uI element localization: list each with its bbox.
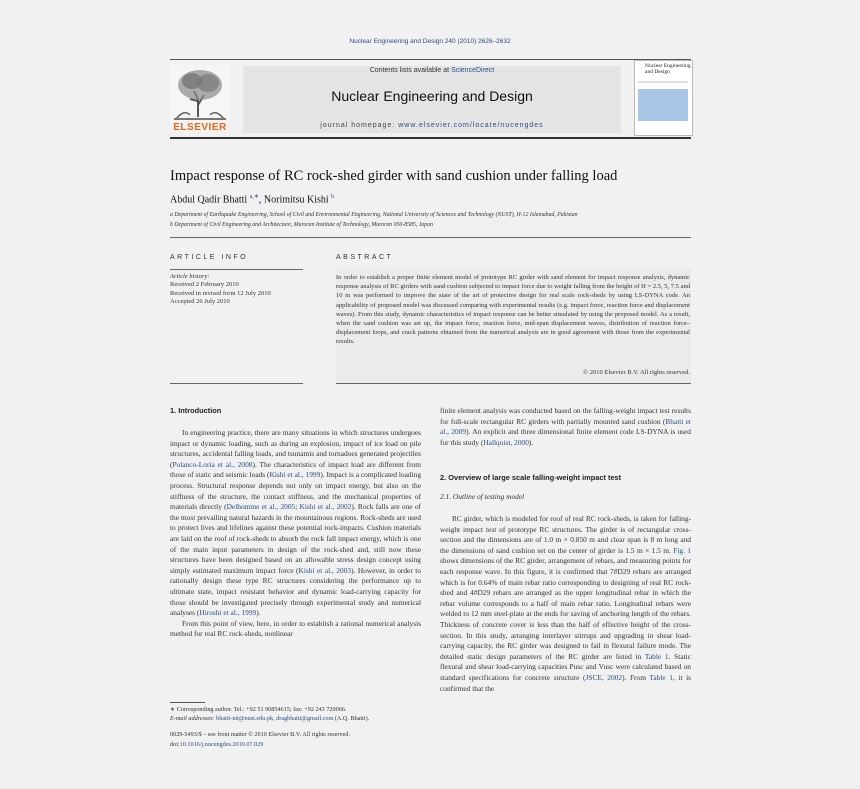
- section-2-1-heading: 2.1. Outline of testing model: [440, 492, 525, 501]
- contents-line: [243, 67, 621, 74]
- citation-link[interactable]: Hiroshi et al., 1999: [199, 608, 257, 618]
- author-1[interactable]: Abdul Qadir Bhatti: [170, 194, 248, 206]
- header-divider: [170, 237, 691, 238]
- received-date: Received 2 February 2010: [170, 281, 239, 289]
- article-info-rule: [170, 269, 303, 270]
- author-2[interactable]: Norimitsu Kishi: [263, 194, 329, 206]
- top-rule: [170, 59, 691, 60]
- author-separator: ,: [258, 194, 264, 206]
- right-column: [440, 406, 691, 448]
- corresponding-author-note: ∗ Corresponding author. Tel.: +92 51 90854615; fax: +92 243 720066.: [170, 706, 347, 713]
- contents-prefix: Contents lists available at: [369, 67, 452, 74]
- intro-continued-paragraph: finite element analysis was conducted based on the falling-weight impact test results for full-scale rectangular RC girders with partially mounted sand cushion (Bhatti et al., 2009). An explicit and three dimensional finite element code LS-DYNA is used for this study (Hallquist, 2000).: [440, 406, 691, 447]
- email-note: [170, 715, 369, 722]
- citation-link[interactable]: Delhomme et al., 2005; Kishi et al., 2002: [226, 502, 352, 512]
- cover-stripe: [638, 81, 688, 83]
- email-label: E-mail addresses:: [170, 715, 217, 722]
- issn-line: 0029-5493/$ – see front matter © 2010 Elsevier B.V. All rights reserved.: [170, 731, 350, 738]
- author-list: [170, 193, 334, 205]
- citation-link[interactable]: Kishi et al., 1999: [269, 470, 321, 480]
- doi-prefix: doi:: [170, 741, 180, 748]
- journal-title: Nuclear Engineering and Design: [331, 88, 533, 104]
- citation-link[interactable]: Bhatti et al., 2009: [440, 416, 691, 437]
- email-suffix: (A.Q. Bhatti).: [333, 715, 370, 722]
- affiliation-b: b Department of Civil Engineering and Architecture, Muroran Institute of Technology, Muroran 050-8585, Japan: [170, 222, 433, 228]
- revised-date: Received in revised form 12 July 2010: [170, 289, 271, 297]
- doi-line: [170, 741, 263, 748]
- outline-paragraph: RC girder, which is modeled for roof of real RC rock-sheds, is taken for falling-weight impact test of prototype RC structures. The girder is of rectangular cross-section and the dimensions are of 1.0 m × 0.850 m and clear span is 8 m long and the dimensions of sand cushion set on the center of girder is 1.5 m × 1.5 m. Fig. 1 shows dimensions of the RC girder, arrangement of rebars, and measuring points for each response wave. In this figure, it is confirmed that 7#D29 rebars are arranged which is for 0.64% of main rebar ratio corresponding to designing of real RC rock-shed and 4#D29 rebars are arranged as the upper longitudinal rebar in which the rebar volume corresponds to a half of main rebar ratio. Longitudinal rebars were welded to 12 mm steel-plate at the ends for saving of anchoring length of the rebars. Thickness of concrete cover is less than the half of effective height of the cross-section. In this study, arranging interlayer stirrups and upgrading in shear load-carrying capacity, the RC girder was designed to fail in flexural failure mode. The detailed static design parameters of the RC girder are listed in Table 1. Static flexural and shear load-carrying capacities Pusc and Vusc were calculated based on standard specifications for concrete structure (JSCE, 2002). From Table 1, it is confirmed that the: [440, 514, 691, 693]
- intro-paragraph-2: From this point of view, here, in order to establish a rational numerical analysis method for real RC rock-sheds, nonlinear: [170, 618, 421, 639]
- journal-homepage: [243, 122, 621, 129]
- abstract-bottom-rule: [336, 383, 691, 384]
- table-link[interactable]: Table 1: [644, 651, 669, 661]
- journal-reference[interactable]: Nuclear Engineering and Design 240 (2010) 2626–2632: [349, 38, 511, 45]
- section-2-heading: 2. Overview of large scale falling-weight impact test: [440, 473, 622, 482]
- homepage-prefix: journal homepage:: [320, 122, 399, 129]
- figure-link[interactable]: Fig. 1: [673, 545, 691, 555]
- author-2-affiliation-mark[interactable]: b: [331, 194, 335, 200]
- intro-paragraph-1: In engineering practice, there are many situations in which structures undergoes impact or dynamic loading, such as during an explosion, impact of ice load on pile structures, accidental falling loads, and tsunamis and tornadoes generated projectiles (Polanco-Loria et al., 2008). The characteristics of impact load are different from those of static and seismic loads (Kishi et al., 1999). Impact is a complicated loading process. Structural response depends not only on impact energy, but also on the stiffness of the structure, the contact stiffness, and the mechanical properties of materials directly (Delhomme et al., 2005; Kishi et al., 2002). Rock falls are one of the most prevailing natural hazards in the mountainous regions. Rock-sheds are used to protect lives and lifelines against these potential rock-impacts. Cushion materials are laid on the roof of rock-sheds to absorb the rock fall impact energy, which is one of the main input parameters in design of the rock-shed and, still now these structures have been designed based on an allowable stress design concept using simply estimated maximum impact force (Kishi et al., 2003). However, in order to rationally design these type RC structures considering the performance up to ultimate state, impact resistant behavior and dynamic load-carrying capacity for those should be investigated precisely through experimental study and numerical analyses (Hiroshi et al., 1999).: [170, 428, 422, 618]
- elsevier-wordmark[interactable]: ELSEVIER: [173, 122, 227, 133]
- abstract-heading: ABSTRACT: [336, 254, 394, 261]
- abstract-copyright: © 2010 Elsevier B.V. All rights reserved.: [583, 369, 690, 376]
- article-title: Impact response of RC rock-shed girder with sand cushion under falling load: [170, 168, 618, 184]
- article-info-heading: ARTICLE INFO: [170, 254, 249, 261]
- table-link[interactable]: Table 1: [649, 672, 673, 682]
- article-history: [170, 273, 271, 306]
- citation-link[interactable]: Hallquist, 2000: [483, 437, 529, 447]
- right-column-lower: [440, 514, 691, 694]
- sciencedirect-link[interactable]: ScienceDirect: [451, 67, 495, 74]
- email-links[interactable]: bhatti-nit@nust.edu.pk, dragbhatti@gmail.com: [216, 715, 334, 722]
- article-info-bottom-rule: [170, 383, 303, 384]
- abstract-text: In order to establish a proper finite element model of prototype RC girder with sand element for impact response analysis, dynamic response analysis of RC girders with sand cushion subjected to impact force due to weight falling from the height of H = 2.5, 5, 7.5 and 10 m was performed to improve the state of the art of protective design for real scale rock-sheds by using LS-DYNA code. An applicability of proposed model was discussed comparing with experimental results (e.g. impact force, reaction force and displacement waves). From this study, dynamic characteristics of impact response can be better simulated by using the proposed model. As a result, when the sand cushion was set up, the impact force, reaction force, mid-span displacement waves, distribution of reaction force–displacement loops, and crack patterns obtained from the numerical analysis are in good agreement with those from the experimental results.: [336, 274, 690, 346]
- left-column: [170, 428, 421, 640]
- cover-title: Nuclear Engineering and Design: [645, 63, 691, 75]
- footnote-rule: [170, 702, 205, 703]
- citation-link[interactable]: Kishi et al., 2003: [298, 565, 352, 575]
- citation-link[interactable]: Polanco-Loria et al., 2008: [172, 459, 253, 469]
- doi-link[interactable]: 10.1016/j.nucengdes.2010.07.029: [179, 741, 264, 748]
- affiliation-a: a Department of Earthquake Engineering, School of Civil and Environmental Engineering, National University of Sciences and Technology (NUST), H-12 Islamabad, Pakistan: [170, 212, 578, 218]
- history-label: Article history:: [170, 273, 210, 280]
- cover-image-block: [638, 89, 688, 121]
- journal-cover-thumbnail[interactable]: [634, 60, 693, 136]
- citation-link[interactable]: JSCE, 2002: [585, 672, 623, 682]
- accepted-date: Accepted 26 July 2010: [170, 297, 230, 305]
- section-1-heading: 1. Introduction: [170, 406, 222, 415]
- homepage-link[interactable]: www.elsevier.com/locate/nucengdes: [398, 122, 544, 129]
- masthead-rule: [170, 137, 691, 139]
- author-1-affiliation-mark[interactable]: a,∗: [249, 194, 259, 200]
